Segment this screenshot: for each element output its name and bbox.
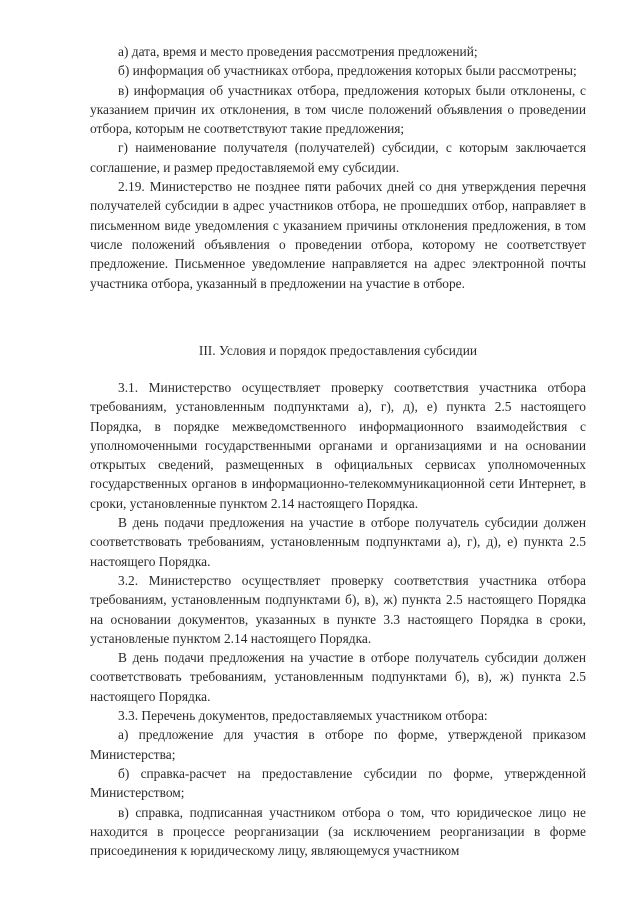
paragraph-2-19: 2.19. Министерство не позднее пяти рабочих дней со дня утверждения перечня получателей субсидии в адрес участников отбора, не прошедших отбор, направляет в письменном виде уведомления с указанием причины отклонения предложения, в том числе положений объявления о проведении отбора, которому не соответствует предложение. Письменное уведомление направляется на адрес электронной почты участника отбора, указанный в предложении на участие в отборе. bbox=[90, 179, 586, 291]
paragraph-item-b: б) информация об участниках отбора, предложения которых были рассмотрены; bbox=[118, 63, 577, 79]
paragraph-item-v: в) информация об участниках отбора, предложения которых были отклонены, с указанием причин их отклонения, в том числе положений объявления о проведении отбора, которым не соответствуют такие предложения; bbox=[90, 82, 586, 137]
paragraph-3-2-note: В день подачи предложения на участие в отборе получатель субсидии должен соответствовать требованиям, установленным подпунктами б), в), ж) пункта 2.5 настоящего Порядка. bbox=[90, 650, 586, 704]
paragraph-3-3-b: б) справка-расчет на предоставление субсидии по форме, утвержденной Министерством; bbox=[90, 765, 586, 801]
text-block-top bbox=[90, 42, 586, 293]
paragraph-item-g: г) наименование получателя (получателей) субсидии, с которым заключается соглашение, и размер предоставляемой ему субсидии. bbox=[90, 140, 586, 175]
paragraph-3-3: 3.3. Перечень документов, предоставляемых участником отбора: bbox=[118, 708, 488, 724]
paragraph-3-1: 3.1. Министерство осуществляет проверку соответствия участника отбора требованиям, установленным подпунктами а), г), д), е) пункта 2.5 настоящего Порядка, в порядке межведомственного информационного взаимодействия с уполномоченными государственными органами и организациями и на основании открытых сведений, размещенных в официальных сервисах уполномоченных государственных органов в информационно-телекоммуникационной сети Интернет, в сроки, установленные пунктом 2.14 настоящего Порядка. bbox=[90, 380, 586, 511]
paragraph-3-1-note: В день подачи предложения на участие в отборе получатель субсидии должен соответствовать требованиям, установленным подпунктами а), г), д), е) пункта 2.5 настоящего Порядка. bbox=[90, 515, 586, 569]
paragraph-item-a: а) дата, время и место проведения рассмотрения предложений; bbox=[118, 44, 478, 59]
paragraph-3-2: 3.2. Министерство осуществляет проверку соответствия участника отбора требованиям, установленным подпунктами б), в), ж) пункта 2.5 настоящего Порядка на основании документов, указанных в пункте 3.3 настоящего Порядка в сроки, установленые пунктом 2.14 настоящего Порядка. bbox=[90, 572, 586, 646]
paragraph-3-3-a: а) предложение для участия в отборе по форме, утвержденой приказом Министерства; bbox=[90, 727, 586, 762]
text-block-bottom bbox=[90, 378, 586, 860]
section-title: III. Условия и порядок предоставления субсидии bbox=[198, 343, 478, 358]
paragraph-3-3-v: в) справка, подписанная участником отбора о том, что юридическое лицо не находится в процессе реорганизации (за исключением реорганизации в форме присоединения к юридическому лицу, являющемуся участником bbox=[90, 804, 586, 859]
section-title-block bbox=[90, 341, 586, 360]
